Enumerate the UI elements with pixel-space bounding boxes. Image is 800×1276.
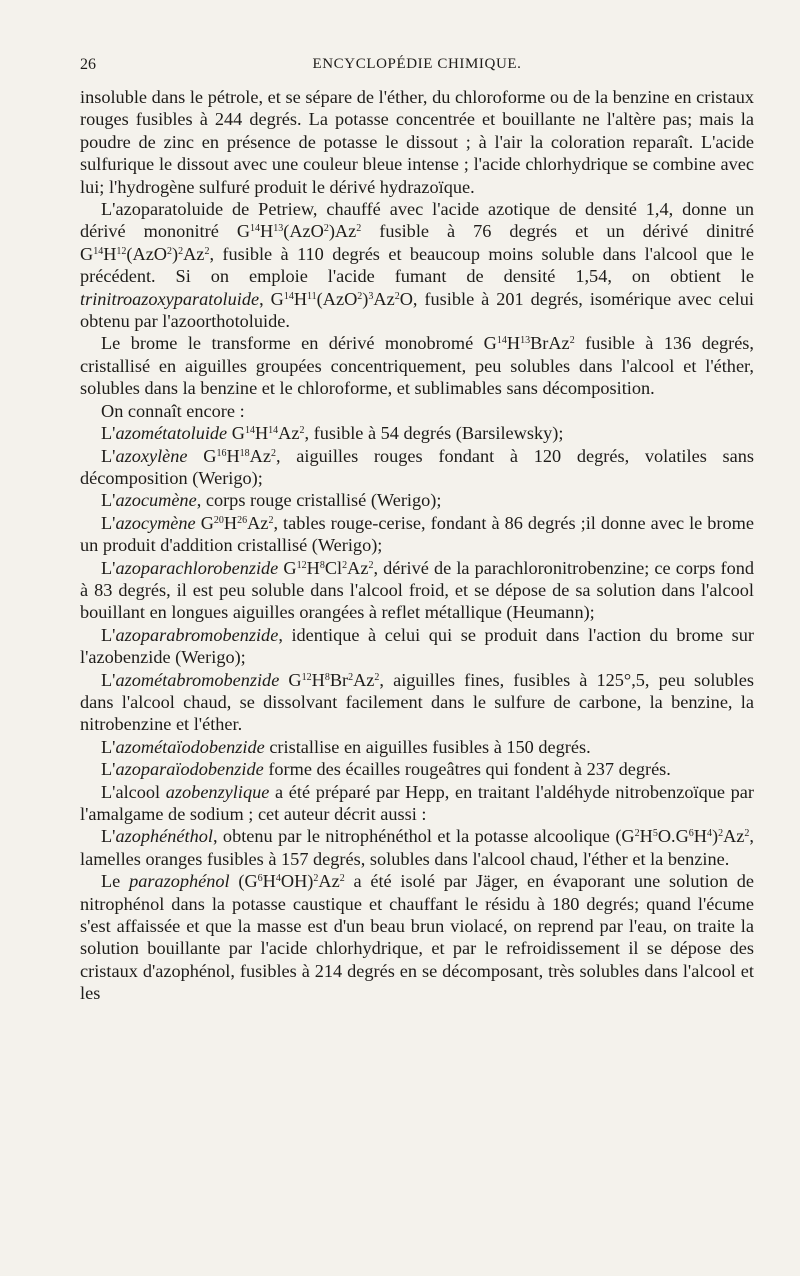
superscript: 2 (323, 223, 329, 235)
superscript: 2 (394, 290, 400, 302)
compound-name: azométatoluide (115, 423, 228, 444)
superscript: 8 (319, 559, 325, 571)
text-run: Az (278, 423, 300, 444)
text-run: a été préparé par Hepp, en traitant l'aldéhyde nitrobenzoïque par l'amalgame de sodium ; cet auteur décrit aussi : (80, 781, 754, 824)
text-run: G (227, 423, 245, 444)
superscript: 14 (283, 290, 294, 302)
text-run: ) (172, 243, 179, 264)
text-run: Br (329, 669, 349, 690)
text-run: L'azoparatoluide de Petriew, chauffé avec l'acide azotique de densité 1,4, donne un dérivé mononitré G (80, 199, 754, 242)
text-run: H (639, 826, 653, 847)
paragraph (80, 781, 754, 826)
superscript: 2 (356, 223, 362, 235)
text-run: , obtenu par le nitrophénéthol et la potasse alcoolique (G (212, 826, 635, 847)
superscript: 2 (204, 245, 210, 257)
superscript: 2 (178, 245, 184, 257)
text-run: , tables rouge-cerise, fondant à 86 degrés ;il donne avec le brome un produit d'addition cristallisé (Werigo); (80, 512, 754, 556)
text-run: H (254, 423, 269, 444)
compound-name: azoparabromobenzide (115, 624, 279, 645)
paragraph (80, 512, 754, 557)
text-run: OH) (280, 871, 314, 892)
superscript: 2 (357, 290, 363, 302)
superscript: 2 (374, 671, 380, 683)
text-run: (AzO (283, 221, 324, 242)
text-run: L' (101, 669, 116, 690)
superscript: 2 (368, 559, 374, 571)
superscript: 14 (244, 425, 255, 437)
superscript: 13 (520, 335, 531, 347)
text-run: , corps rouge cristallisé (Werigo); (196, 490, 442, 511)
superscript: 2 (634, 828, 640, 840)
paragraph (80, 489, 754, 511)
paragraph (80, 422, 754, 444)
superscript: 2 (299, 425, 305, 437)
text-run: O.G (657, 826, 689, 847)
superscript: 13 (273, 223, 284, 235)
superscript: 2 (569, 335, 575, 347)
compound-name: azophénéthol (115, 826, 213, 847)
superscript: 3 (368, 290, 374, 302)
text-run: insoluble dans le pétrole, et se sépare de l'éther, du chloroforme ou de la benzine en cristaux rouges fusibles à 244 degrés. La potasse concentrée et bouillante ne l'altère pas; mais la poudre de zinc en présence de potasse le dissout ; à l'air la coloration reparaît. L'acide sulfurique le dissout avec une couleur bleue intense ; l'acide chlorhydrique se combine avec lui; l'hydrogène sulfuré produit le dérivé hydrazoïque. (80, 87, 754, 197)
text-run: fusible à 76 degrés et un dérivé dinitré G (80, 221, 754, 264)
text-run: G (187, 445, 217, 466)
text-run: , G (259, 288, 284, 309)
page-header (80, 56, 754, 80)
text-run: L' (101, 490, 116, 511)
compound-name: azocumène (115, 490, 197, 511)
text-run: Az (353, 669, 375, 690)
text-run: L' (101, 759, 116, 780)
text-run: Le brome le transforme en dérivé monobromé G (101, 333, 497, 354)
superscript: 8 (324, 671, 330, 683)
text-run: H (103, 243, 117, 264)
superscript: 12 (116, 245, 127, 257)
text-run: , aiguilles rouges fondant à 120 degrés, volatiles sans décomposition (Werigo); (80, 445, 754, 488)
text-run: Az (247, 512, 269, 533)
text-run: ) (362, 288, 369, 309)
text-run: H (306, 557, 320, 578)
paragraph (80, 445, 754, 490)
superscript: 2 (313, 873, 319, 885)
text-run: BrAz (530, 333, 570, 354)
text-run: , lamelles oranges fusibles à 157 degrés, solubles dans l'alcool chaud, l'éther et la benzine. (80, 826, 754, 869)
superscript: 5 (652, 828, 658, 840)
text-run: , fusible à 110 degrés et beaucoup moins soluble dans l'alcool que le précédent. Si on emploie l'acide fumant de densité 1,54, on obtient le (80, 243, 754, 287)
paragraph (80, 669, 754, 736)
text-run: On connaît encore : (101, 400, 245, 421)
superscript: 14 (93, 245, 104, 257)
text-run: Az (318, 871, 340, 892)
superscript: 14 (250, 223, 261, 235)
superscript: 2 (268, 514, 274, 526)
text-run: cristallise en aiguilles fusibles à 150 degrés. (264, 736, 591, 757)
text-run: G (278, 557, 297, 578)
text-run: O, fusible à 201 degrés, isomérique avec celui obtenu par l'azoorthotoluide. (80, 288, 754, 332)
compound-name: azobenzylique (165, 781, 270, 802)
text-run: a été isolé par Jäger, en évaporant une solution de nitrophénol dans la potasse caustique et chauffant le résidu à 180 degrés; quand l'écume s'est affaissée et que la masse est d'un beau brun violacé, on reprend par l'eau, on traite la solution bouillante par l'acide chlorhydrique, et par le refroidissement il se dépose des cristaux d'azophénol, fusibles à 214 degrés en se décomposant, très solubles dans l'alcool et les (80, 871, 754, 1004)
page-body (80, 86, 754, 1005)
superscript: 2 (718, 828, 724, 840)
superscript: 4 (275, 873, 281, 885)
superscript: 18 (239, 447, 250, 459)
superscript: 2 (348, 671, 354, 683)
text-run: forme des écailles rougeâtres qui fondent à 237 degrés. (263, 759, 671, 780)
text-run: H (293, 288, 308, 309)
compound-name: azoparachlorobenzide (115, 557, 279, 578)
text-run: H (262, 871, 276, 892)
paragraph (80, 758, 754, 780)
paragraph (80, 736, 754, 758)
paragraph (80, 400, 754, 422)
compound-name: parazophénol (129, 871, 230, 892)
superscript: 2 (342, 559, 348, 571)
paragraph (80, 870, 754, 1004)
text-run: L'alcool (101, 781, 166, 802)
text-run: L' (101, 423, 116, 444)
text-run: (AzO (126, 243, 168, 264)
text-run: )Az (328, 221, 357, 242)
text-run: L' (101, 445, 116, 466)
running-title: ENCYCLOPÉDIE CHIMIQUE. (312, 56, 522, 72)
superscript: 26 (237, 514, 248, 526)
text-run: H (223, 512, 238, 533)
text-run: (AzO (316, 288, 358, 309)
text-run: G (279, 669, 302, 690)
superscript: 2 (744, 828, 750, 840)
superscript: 14 (268, 425, 279, 437)
superscript: 12 (301, 671, 312, 683)
compound-name: trinitroazoxyparatoluide (80, 288, 260, 309)
paragraph (80, 198, 754, 332)
superscript: 14 (496, 335, 507, 347)
text-run: Az (723, 826, 745, 847)
superscript: 6 (688, 828, 694, 840)
superscript: 16 (216, 447, 227, 459)
text-run: , aiguilles fines, fusibles à 125°,5, peu solubles dans l'alcool chaud, se dissolvant facilement dans le sulfure de carbone, la benzine, la nitrobenzine et l'éther. (80, 669, 754, 735)
superscript: 2 (339, 873, 345, 885)
text-run: Az (347, 557, 369, 578)
superscript: 11 (307, 290, 317, 302)
text-run: H (260, 221, 274, 242)
superscript: 20 (213, 514, 224, 526)
text-run: L' (101, 736, 116, 757)
text-run: G (195, 512, 214, 533)
page-number: 26 (80, 56, 96, 73)
text-run: H (226, 445, 240, 466)
text-run: H (693, 826, 707, 847)
text-run: Az (249, 445, 271, 466)
paragraph (80, 624, 754, 669)
text-run: Az (183, 243, 205, 264)
compound-name: azométaïodobenzide (115, 736, 265, 757)
text-run: H (311, 669, 325, 690)
text-run: L' (101, 557, 116, 578)
paragraph (80, 86, 754, 198)
text-run: fusible à 136 degrés, cristallisé en aiguilles groupées concentriquement, peu solubles dans l'alcool et l'éther, solubles dans la benzine et le chloroforme, et sublimables sans décomposition. (80, 333, 754, 399)
compound-name: azocymène (115, 512, 196, 533)
superscript: 6 (257, 873, 263, 885)
text-run: , identique à celui qui se produit dans l'action du brome sur l'azobenzide (Werigo); (80, 624, 754, 668)
text-run: Le (101, 871, 130, 892)
paragraph (80, 557, 754, 624)
text-run: L' (101, 624, 116, 645)
text-run: , dérivé de la parachloronitrobenzine; ce corps fond à 83 degrés, il est peu soluble dans l'alcool froid, et se dépose de sa solution dans l'alcool bouillant en longues aiguilles orangées à reflet métallique (Heumann); (80, 557, 754, 623)
text-run: , fusible à 54 degrés (Barsilewsky); (304, 423, 564, 444)
text-run: Cl (324, 557, 343, 578)
text-run: Az (373, 288, 395, 309)
text-run: L' (101, 826, 116, 847)
text-run: ) (712, 826, 719, 847)
superscript: 2 (167, 245, 173, 257)
compound-name: azométabromobenzide (115, 669, 280, 690)
paragraph (80, 825, 754, 870)
text-run: H (506, 333, 521, 354)
superscript: 12 (296, 559, 307, 571)
compound-name: azoxylène (115, 445, 188, 466)
superscript: 4 (707, 828, 712, 840)
compound-name: azoparaïodobenzide (115, 759, 264, 780)
superscript: 2 (271, 447, 276, 459)
text-run: L' (101, 512, 116, 533)
paragraph (80, 332, 754, 399)
text-run: (G (229, 871, 258, 892)
